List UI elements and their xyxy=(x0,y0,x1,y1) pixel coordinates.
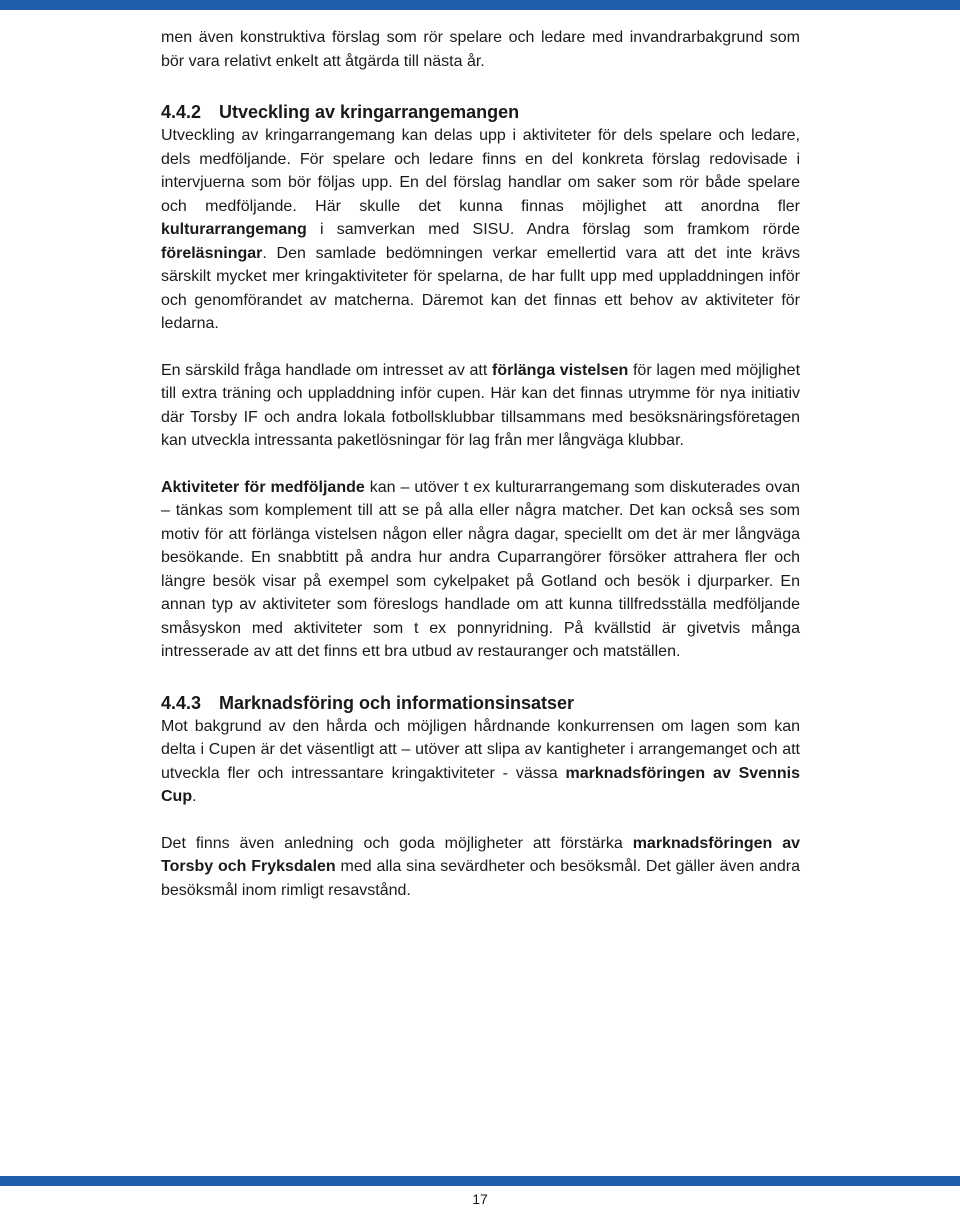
bold-term: marknadsföringen av Torsby och Fryksdalen xyxy=(161,834,800,875)
paragraph-medfoljande xyxy=(161,476,800,664)
paragraph-vistelsen xyxy=(161,359,800,453)
document-body xyxy=(161,26,800,902)
top-accent-bar xyxy=(0,0,960,10)
text-run: . xyxy=(192,788,197,805)
paragraph-kringarrangemang xyxy=(161,124,800,336)
bold-term: kulturarrangemang xyxy=(161,221,307,238)
paragraph-marknadsforing-torsby xyxy=(161,832,800,903)
section-title: Marknadsföring och informationsinsatser xyxy=(219,692,575,713)
intro-paragraph: men även konstruktiva förslag som rör spelare och ledare med invandrarbakgrund som bör vara relativt enkelt att åtgärda till nästa år. xyxy=(161,29,800,70)
text-run: Utveckling av kringarrangemang kan delas upp i aktiviteter för dels spelare och ledare, dels medföljande. För spelare och ledare finns en del konkreta förslag redovisade i intervjuerna som bör följas upp. En del förslag handlar om saker som rör både spelare och medföljande. Här skulle det kunna finnas möjlighet att anordna fler xyxy=(161,127,800,215)
bold-term: Aktiviteter för medföljande xyxy=(161,478,365,496)
bold-term: marknadsföringen av Svennis Cup xyxy=(161,764,800,805)
section-title: Utveckling av kringarrangemangen xyxy=(219,102,520,122)
section-heading-4-4-3 xyxy=(161,691,800,715)
paragraph-marknadsforing-cup xyxy=(161,715,800,809)
text-run: Det finns även anledning och goda möjligheter att förstärka xyxy=(161,834,633,852)
text-run: i samverkan med SISU. Andra förslag som framkom rörde xyxy=(306,221,800,238)
section-number: 4.4.3 xyxy=(161,692,202,713)
text-run: med alla sina sevärdheter och besöksmål. Det gäller även andra besöksmål inom rimligt resavstånd. xyxy=(161,858,800,899)
text-run: Mot bakgrund av den hårda och möjligen hårdnande konkurrensen om lagen som kan delta i Cupen är det väsentligt att – utöver att slipa av kantigheter i arrangemanget och att utveckla fler och intressantare kringaktiviteter - vässa xyxy=(161,717,800,782)
page-number: 17 xyxy=(472,1191,488,1207)
bold-term: förlänga vistelsen xyxy=(492,361,629,379)
text-run: kan – utöver t ex kulturarrangemang som diskuterades ovan – tänkas som komplement till att se på alla eller några matcher. Det kan också ses som motiv för att förlänga vistelsen någon eller några dagar, speciellt om det är mer långväga besökande. En snabbtitt på andra hur andra Cuparrangörer försöker attrahera fler och längre besök visar på exempel som cykelpaket på Gotland och besök i djurparker. En annan typ av aktiviteter som föreslogs handlade om att kunna tillfredsställa medföljande småsyskon med aktiviteter som t ex ponnyridning. På kvällstid är givetvis många intresserade av att det finns ett bra utbud av restauranger och matställen. xyxy=(161,478,800,660)
bottom-accent-bar xyxy=(0,1176,960,1186)
section-number: 4.4.2 xyxy=(161,102,202,122)
text-run: för lagen med möjlighet till extra träning och uppladdning inför cupen. Här kan det finnas utrymme för nya initiativ där Torsby IF och andra lokala fotbollsklubbar tillsammans med besöksnäringsföretagen kan utveckla intressanta paketlösningar för lag från mer långväga klubbar. xyxy=(161,361,801,449)
text-run: En särskild fråga handlade om intresset av att xyxy=(161,361,492,379)
text-run: . Den samlade bedömningen verkar emellertid vara att det inte krävs särskilt mycket mer kringaktiviteter för spelarna, de har fullt upp med uppladdningen inför och genomförandet av matcherna. Däremot kan det finnas ett behov av aktiviteter för ledarna. xyxy=(161,244,800,332)
section-heading-4-4-2 xyxy=(161,100,800,124)
bold-term: föreläsningar xyxy=(161,244,263,262)
